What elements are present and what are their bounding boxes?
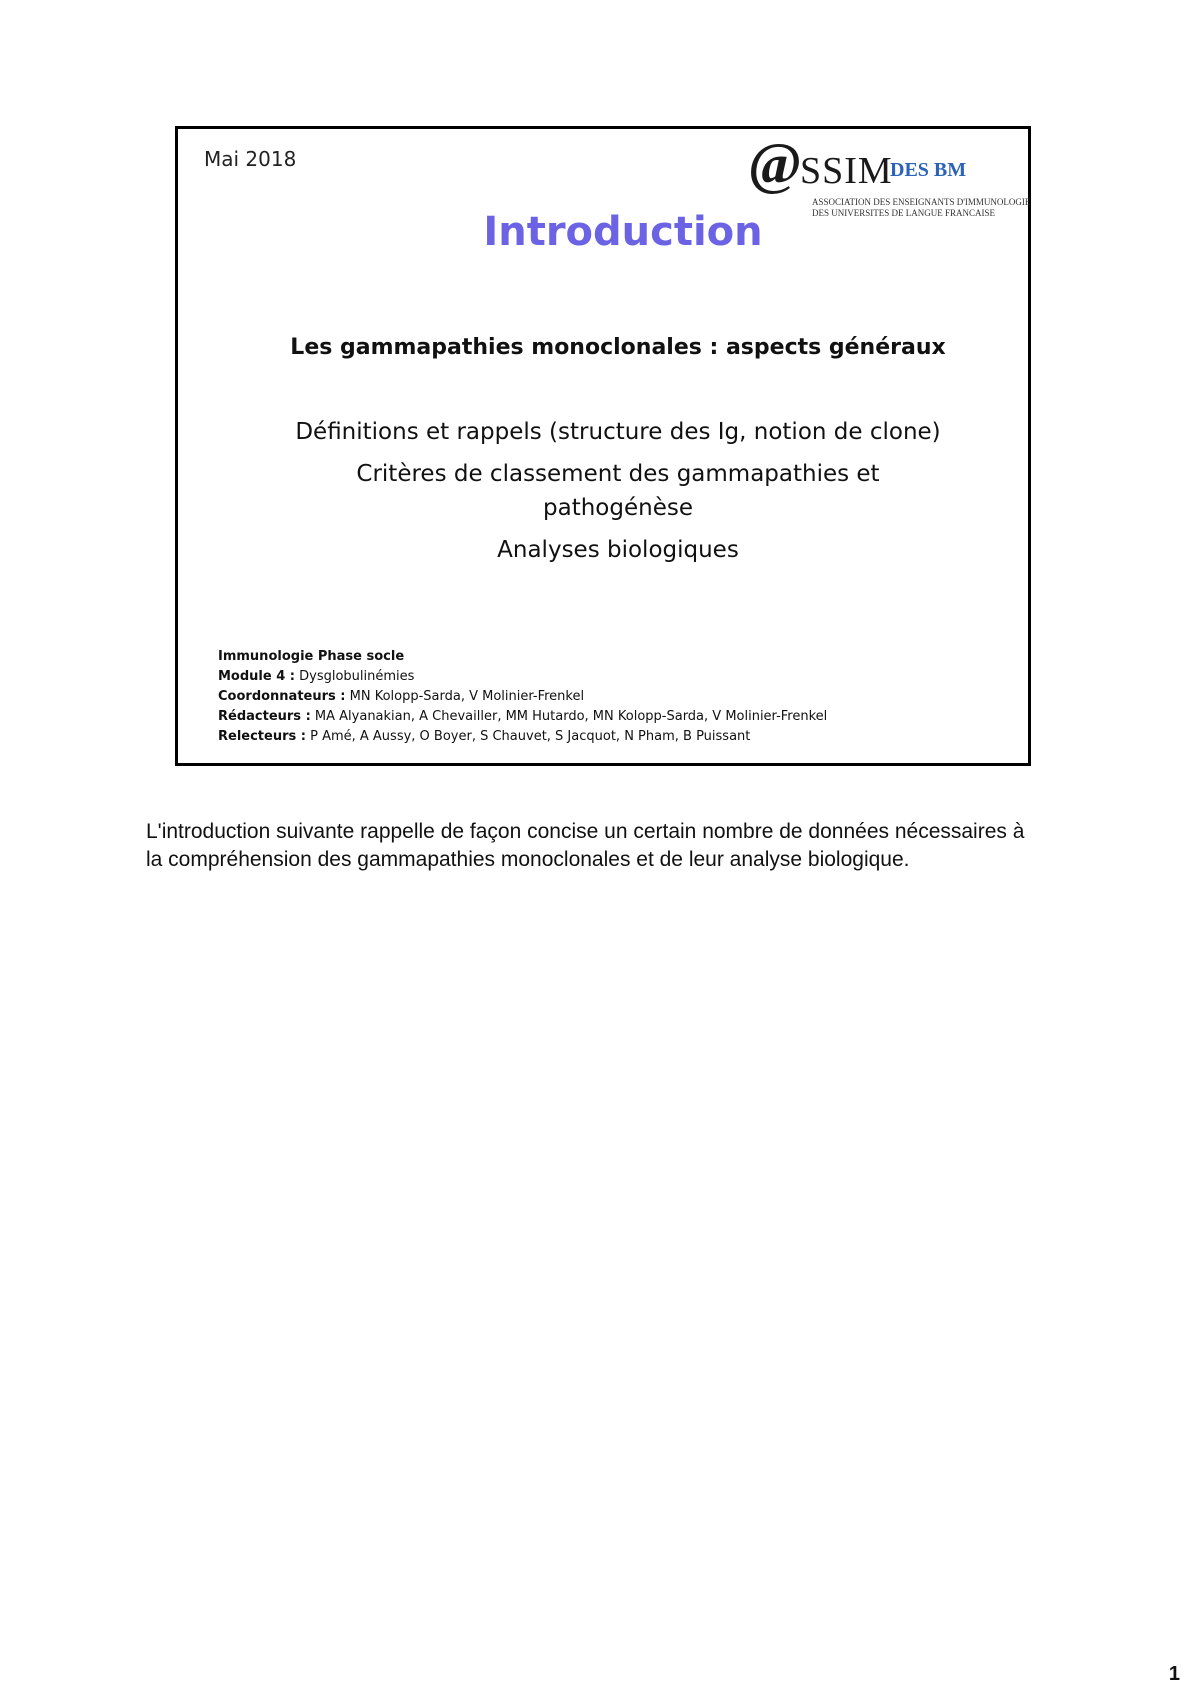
logo-suffix: DES BM bbox=[890, 159, 967, 181]
page-number: 1 bbox=[1168, 1663, 1180, 1685]
credits-reviewers bbox=[218, 727, 827, 747]
credits-block bbox=[218, 647, 827, 747]
credits-editors bbox=[218, 707, 827, 727]
slide-frame bbox=[175, 126, 1031, 766]
credits-coordinators-value: MN Kolopp-Sarda, V Molinier-Frenkel bbox=[345, 689, 585, 704]
topic-item: Définitions et rappels (structure des Ig, notion de clone) bbox=[295, 419, 941, 445]
slide-subtitle: Les gammapathies monoclonales : aspects généraux bbox=[290, 335, 946, 360]
slide-date: Mai 2018 bbox=[204, 147, 297, 171]
credits-coordinators bbox=[218, 687, 827, 707]
credits-editors-value: MA Alyanakian, A Chevailler, MM Hutardo, MN Kolopp-Sarda, V Molinier-Frenkel bbox=[310, 709, 828, 724]
logo-association-line1: ASSOCIATION DES ENSEIGNANTS D'IMMUNOLOGIE bbox=[812, 197, 1031, 207]
credits-reviewers-label: Relecteurs : bbox=[218, 729, 306, 744]
body-paragraph: L'introduction suivante rappelle de façon concise un certain nombre de données nécessaires à la compréhension des gammapathies monoclonales et de leur analyse biologique. bbox=[146, 820, 1025, 871]
credits-phase: Immunologie Phase socle bbox=[218, 649, 405, 664]
credits-module bbox=[218, 667, 827, 687]
logo-name: SSIM bbox=[800, 150, 893, 192]
slide-title: Introduction bbox=[483, 209, 763, 255]
credits-coordinators-label: Coordonnateurs : bbox=[218, 689, 346, 704]
credits-module-value: Dysglobulinémies bbox=[295, 669, 415, 684]
credits-reviewers-value: P Amé, A Aussy, O Boyer, S Chauvet, S Jacquot, N Pham, B Puissant bbox=[305, 729, 751, 744]
logo-at-symbol: @ bbox=[748, 131, 802, 196]
topic-list bbox=[178, 415, 1028, 575]
credits-module-label: Module 4 : bbox=[218, 669, 295, 684]
credits-editors-label: Rédacteurs : bbox=[218, 709, 311, 724]
logo-association-line2: DES UNIVERSITES DE LANGUE FRANCAISE bbox=[812, 208, 996, 218]
topic-item: Analyses biologiques bbox=[497, 537, 739, 563]
topic-item: Critères de classement des gammapathies et pathogénèse bbox=[356, 461, 880, 521]
